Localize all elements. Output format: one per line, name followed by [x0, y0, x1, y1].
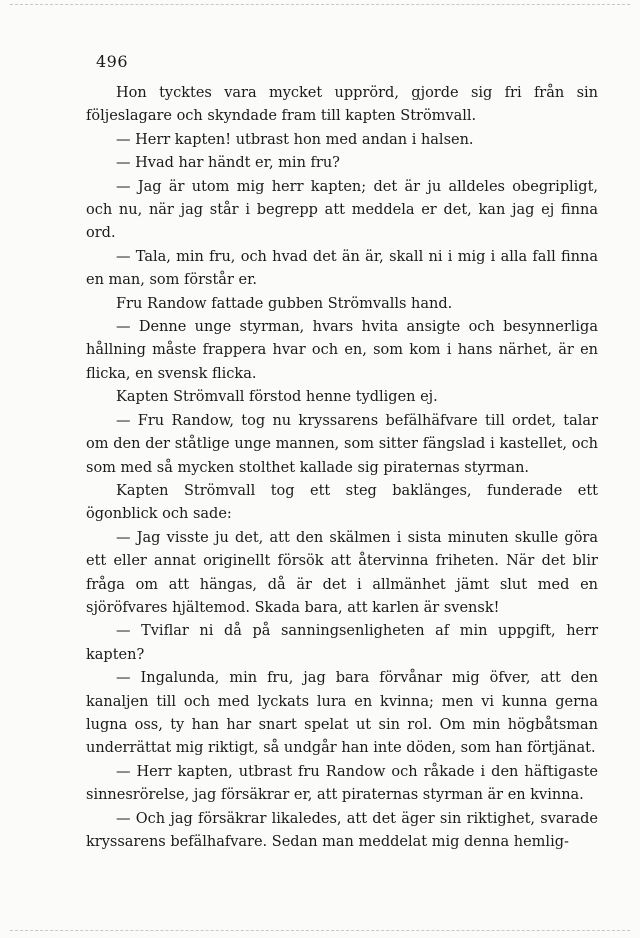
paragraph: — Tviflar ni då på sanningsenligheten af min uppgift, herr kapten?: [86, 623, 598, 663]
paragraph: — Fru Randow, tog nu kryssarens befälhäfvare till ordet, talar om den der ståtlige unge mannen, som sitter fängslad i kastellet, och som med så mycken stolthet kallade sig piraternas styrman.: [86, 412, 598, 476]
paragraph: Kapten Strömvall tog ett steg baklänges, funderade ett ögonblick och sade:: [86, 482, 598, 523]
paragraph: Fru Randow fattade gubben Strömvalls hand.: [116, 295, 453, 312]
paragraph: — Herr kapten! utbrast hon med andan i halsen.: [116, 131, 474, 148]
body-text: [86, 82, 598, 854]
paragraph: — Jag visste ju det, att den skälmen i sista minuten skulle göra ett eller annat originellt försök att återvinna friheten. När det blir fråga om att hängas, då är det i allmänhet jämt slut med en sjöröfvares hjältemod. Skada bara, att karlen är svensk!: [86, 529, 598, 616]
paragraph: Hon tycktes vara mycket upprörd, gjorde sig fri från sin följeslagare och skyndade fram till kapten Strömvall.: [86, 85, 598, 125]
bottom-edge-rule: [10, 930, 630, 931]
paragraph: — Jag är utom mig herr kapten; det är ju alldeles obegripligt, och nu, när jag står i begrepp att meddela er det, kan jag ej finna ord.: [86, 178, 598, 242]
paragraph: — Herr kapten, utbrast fru Randow och råkade i den häftigaste sinnesrörelse, jag försäkrar er, att piraternas styrman är en kvinna.: [86, 763, 598, 804]
paragraph: — Tala, min fru, och hvad det än är, skall ni i mig i alla fall finna en man, som förstår er.: [86, 248, 598, 289]
paragraph: Kapten Strömvall förstod henne tydligen ej.: [116, 389, 438, 406]
page-number: 496: [96, 52, 129, 71]
paragraph: — Hvad har händt er, min fru?: [116, 155, 340, 172]
paragraph: — Och jag försäkrar likaledes, att det äger sin riktighet, svarade kryssarens befälhafvare. Sedan man meddelat mig denna hemlig-: [86, 810, 598, 850]
top-edge-rule: [10, 4, 630, 5]
paragraph: — Denne unge styrman, hvars hvita ansigte och besynnerliga hållning måste frappera hvar och en, som kom i hans närhet, är en flicka, en svensk flicka.: [86, 319, 598, 382]
paragraph: — Ingalunda, min fru, jag bara förvånar mig öfver, att den kanaljen till och med lyckats lura en kvinna; men vi kunna gerna lugna oss, ty han har snart spelat ut sin rol. Om min högbåtsman underrättat mig riktigt, så undgår han inte döden, som han förtjänat.: [86, 670, 598, 757]
